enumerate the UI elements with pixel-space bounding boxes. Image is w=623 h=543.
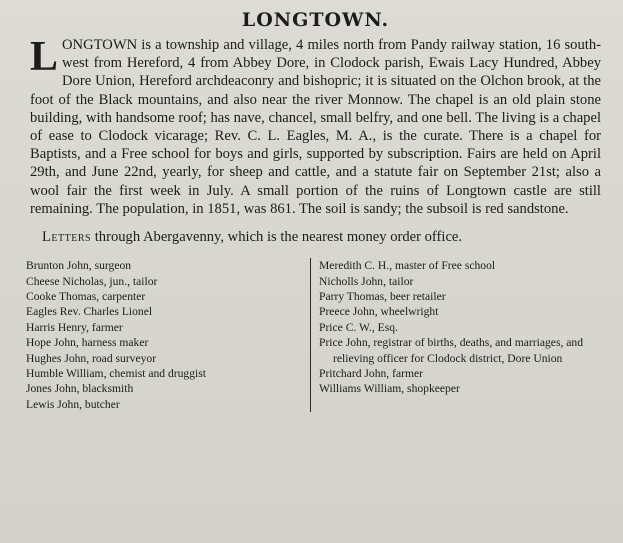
list-item: Price C. W., Esq. xyxy=(319,320,398,334)
directory-columns xyxy=(26,258,601,412)
letters-text: through Abergavenny, which is the nearest money order office. xyxy=(91,229,463,246)
page-title: LONGTOWN. xyxy=(241,9,390,31)
list-item: Preece John, wheelwright xyxy=(319,305,439,319)
list-item: Price John, registrar of births, deaths, and marriages, and relieving officer for Clodock district, Dore Union xyxy=(319,336,584,365)
letters-lead: Letters xyxy=(42,229,92,246)
list-item: Williams William, shopkeeper xyxy=(319,382,460,396)
drop-cap: L xyxy=(30,34,59,80)
intro-text: ONGTOWN is a township and village, 4 miles north from Pandy railway station, 16 south-west from Hereford, 4 from Abbey Dore, in Clodock parish, Ewais Lacy Hundred, Abbey Dore Union, Hereford archdeaconry and bishopric; it is situated on the Olchon brook, at the foot of the Black mountains, and also near the river Monnow. The chapel is an old plain stone building, with handsome roof; has nave, chancel, small belfry, and one bell. The living is a chapel of ease to Clodock vicarage; Rev. C. L. Eagles, M. A., is the curate. There is a chapel for Baptists, and a Free school for boys and girls, supported by subscription. Fairs are held on April 29th, and June 22nd, yearly, for sheep and cattle, and a statute fair on September 21st; also a wool fair the first week in July. A small portion of the ruins of Longtown castle are still remaining. The population, in 1851, was 861. The soil is sandy; the subsoil is red sandstone. xyxy=(30,37,601,217)
list-item: Hughes John, road surveyor xyxy=(26,351,157,365)
list-item: Pritchard John, farmer xyxy=(319,367,423,381)
letters-note xyxy=(30,228,601,246)
intro-paragraph xyxy=(30,36,601,218)
directory-left-column xyxy=(26,258,302,412)
list-item: Brunton John, surgeon xyxy=(26,259,132,273)
list-item: Humble William, chemist and druggist xyxy=(26,367,206,381)
list-item: Cheese Nicholas, jun., tailor xyxy=(26,274,158,288)
directory-right-column xyxy=(310,258,601,412)
list-item: Hope John, harness maker xyxy=(26,336,149,350)
list-item: Meredith C. H., master of Free school xyxy=(319,259,496,273)
list-item: Nicholls John, tailor xyxy=(319,274,414,288)
list-item: Eagles Rev. Charles Lionel xyxy=(26,305,153,319)
list-item: Jones John, blacksmith xyxy=(26,382,134,396)
list-item: Cooke Thomas, carpenter xyxy=(26,290,146,304)
list-item: Parry Thomas, beer retailer xyxy=(319,290,446,304)
list-item: Lewis John, butcher xyxy=(26,397,120,411)
list-item: Harris Henry, farmer xyxy=(26,320,123,334)
